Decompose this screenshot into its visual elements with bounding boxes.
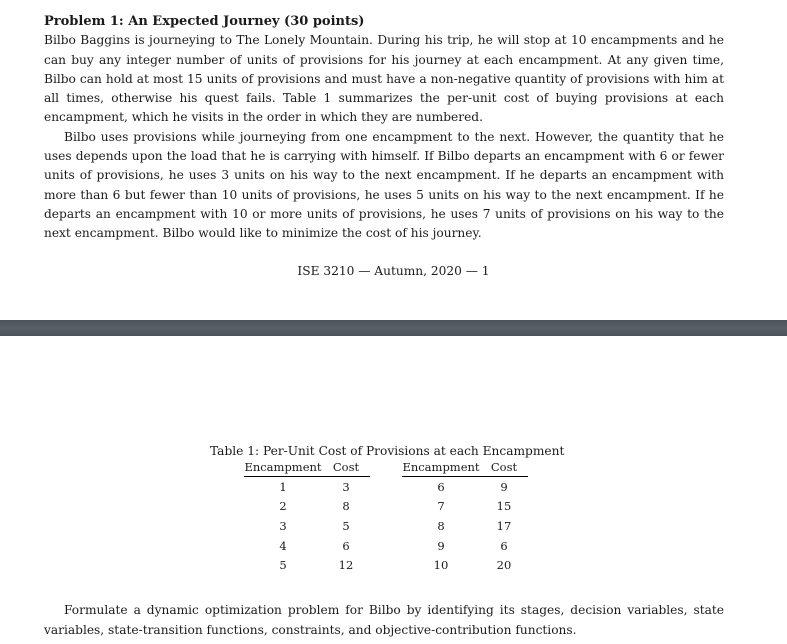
cell-cost: 12: [338, 558, 354, 573]
table-row: [244, 536, 528, 556]
header-cost-left: Cost: [322, 460, 370, 477]
cost-table: [244, 460, 528, 575]
cell-cost: 15: [496, 499, 512, 514]
table-row: [244, 497, 528, 517]
header-encampment-left: Encampment: [244, 460, 322, 477]
problem-heading: Problem 1: An Expected Journey (30 points): [44, 14, 365, 29]
table-caption: Table 1: Per-Unit Cost of Provisions at each Encampment: [210, 444, 565, 458]
cell-cost: 17: [496, 518, 512, 533]
cell-encampment: 7: [437, 499, 445, 514]
cell-encampment: 8: [437, 518, 445, 533]
table-header-row: [244, 460, 528, 477]
cell-cost: 9: [500, 479, 508, 494]
cell-encampment: 9: [437, 538, 445, 553]
cell-cost: 20: [496, 558, 512, 573]
page-footer: ISE 3210 — Autumn, 2020 — 1: [297, 264, 490, 278]
problem-paragraph-2: Bilbo uses provisions while journeying from one encampment to the next. However, the quantity that he uses depends upon the load that he is carrying with himself. If Bilbo departs an encampment with 6 or fewer units of provisions, he uses 3 units on his way to the next encampment. If he departs an encampment with more than 6 but fewer than 10 units of provisions, he uses 5 units on his way to the next encampment. If he departs an encampment with 10 or more units of provisions, he uses 7 units of provisions on his way to the next encampment. Bilbo would like to minimize the cost of his journey.: [44, 129, 724, 241]
cell-cost: 5: [342, 518, 350, 533]
cell-cost: 3: [342, 479, 350, 494]
page-one: [0, 0, 787, 320]
page-separator: [0, 320, 787, 336]
cell-encampment: 4: [279, 538, 287, 553]
header-gap: [370, 460, 402, 477]
closing-text: [44, 600, 724, 640]
problem-text: [44, 12, 724, 244]
cell-encampment: 1: [279, 479, 287, 494]
table-row: [244, 516, 528, 536]
closing-paragraph: Formulate a dynamic optimization problem for Bilbo by identifying its stages, decision variables, state variables, state-transition functions, constraints, and objective-contribution functions.: [44, 603, 724, 637]
table-figure: [210, 444, 570, 575]
cell-encampment: 5: [279, 558, 287, 573]
cell-cost: 8: [342, 499, 350, 514]
cell-encampment: 3: [279, 518, 287, 533]
table-row: [244, 477, 528, 497]
header-cost-right: Cost: [480, 460, 528, 477]
cell-cost: 6: [342, 538, 350, 553]
cell-encampment: 10: [433, 558, 449, 573]
header-encampment-right: Encampment: [402, 460, 480, 477]
cell-encampment: 2: [279, 499, 287, 514]
cell-cost: 6: [500, 538, 508, 553]
table-row: [244, 555, 528, 575]
cell-encampment: 6: [437, 479, 445, 494]
problem-paragraph-1: Bilbo Baggins is journeying to The Lonely Mountain. During his trip, he will stop at 10 encampments and he can buy any integer number of units of provisions for his journey at each encampment. At any given time, Bilbo can hold at most 15 units of provisions and must have a non-negative quantity of provisions with him at all times, otherwise his quest fails. Table 1 summarizes the per-unit cost of buying provisions at each encampment, which he visits in the order in which they are numbered.: [44, 33, 724, 125]
